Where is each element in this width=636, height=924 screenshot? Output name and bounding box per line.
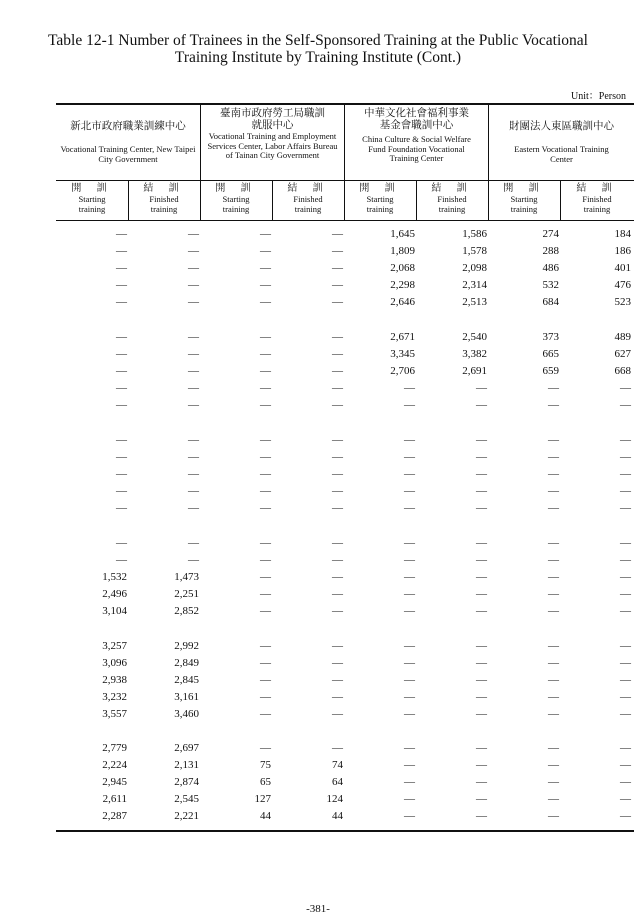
table-cell: 532 (542, 279, 559, 291)
table-cell: 2,874 (174, 776, 199, 788)
table-cell: — (188, 468, 199, 480)
table-cell: — (548, 657, 559, 669)
table-cell: — (260, 691, 271, 703)
table-cell: — (332, 399, 343, 411)
table-cell: 3,232 (102, 691, 127, 703)
table-cell: — (548, 468, 559, 480)
table-cell: — (116, 262, 127, 274)
table-cell: — (188, 262, 199, 274)
table-cell: — (332, 382, 343, 394)
table-cell: 476 (614, 279, 631, 291)
table-cell: — (188, 537, 199, 549)
table-cell: — (548, 793, 559, 805)
table-cell: — (476, 640, 487, 652)
table-cell: — (548, 640, 559, 652)
table-cell: 2,646 (390, 296, 415, 308)
subheader-finished (272, 183, 344, 219)
sub-zh: 開 訓 (71, 183, 113, 194)
table-cell: — (476, 810, 487, 822)
sub-zh: 開 訓 (503, 183, 545, 194)
table-cell: — (476, 691, 487, 703)
table-cell: 373 (542, 331, 559, 343)
sub-en: Starting training (222, 194, 250, 214)
table-cell: — (404, 605, 415, 617)
table-cell: — (260, 451, 271, 463)
table-cell: 2,131 (174, 759, 199, 771)
table-cell: — (188, 296, 199, 308)
table-cell: — (476, 537, 487, 549)
table-cell: 1,809 (390, 245, 415, 257)
table-cell: — (548, 691, 559, 703)
table-cell: — (260, 468, 271, 480)
table-cell: — (620, 571, 631, 583)
table-cell: — (620, 399, 631, 411)
table-cell: — (260, 708, 271, 720)
table-cell: — (476, 759, 487, 771)
subheader-starting (344, 183, 416, 219)
table-cell: 3,257 (102, 640, 127, 652)
table-cell: — (620, 759, 631, 771)
group-zh: 臺南市政府勞工局職訓就服中心 (220, 107, 325, 131)
table-cell: 2,251 (174, 588, 199, 600)
table-cell: — (332, 296, 343, 308)
table-cell: 186 (614, 245, 631, 257)
table-cell: 1,578 (462, 245, 487, 257)
title-line-2: Training Institute by Training Institute (Cont.) (174, 49, 462, 66)
table-cell: — (404, 640, 415, 652)
table-cell: 1,645 (390, 228, 415, 240)
table-cell: — (548, 776, 559, 788)
table-cell: — (188, 365, 199, 377)
table-cell: — (620, 674, 631, 686)
table-cell: — (332, 691, 343, 703)
table-cell: — (332, 468, 343, 480)
table-cell: 668 (614, 365, 631, 377)
table-cell: — (548, 571, 559, 583)
table-cell: — (332, 262, 343, 274)
table-cell: — (332, 451, 343, 463)
table-cell: 659 (542, 365, 559, 377)
group-zh: 新北市政府職業訓練中心 (70, 120, 186, 132)
table-cell: 2,992 (174, 640, 199, 652)
sub-en: Finished training (437, 194, 467, 214)
table-cell: — (620, 485, 631, 497)
sub-en: Starting training (366, 194, 394, 214)
unit-label: Unit：Person (571, 91, 626, 102)
table-cell: — (620, 468, 631, 480)
top-rule (56, 103, 634, 105)
table-cell: — (260, 502, 271, 514)
title-line-1: Table 12-1 Number of Trainees in the Self-Sponsored Training at the Public Vocational (48, 32, 588, 49)
table-cell: — (476, 485, 487, 497)
table-cell: — (548, 605, 559, 617)
table-cell: 184 (614, 228, 631, 240)
sub-zh: 結 訓 (143, 183, 185, 194)
table-cell: — (116, 468, 127, 480)
table-cell: — (548, 537, 559, 549)
table-cell: — (404, 485, 415, 497)
table-cell: — (620, 605, 631, 617)
table-cell: 2,224 (102, 759, 127, 771)
table-cell: — (620, 451, 631, 463)
table-cell: 3,161 (174, 691, 199, 703)
subheader-starting (200, 183, 272, 219)
table-cell: — (620, 776, 631, 788)
table-cell: 2,671 (390, 331, 415, 343)
table-cell: — (548, 742, 559, 754)
table-cell: — (116, 365, 127, 377)
table-cell: — (332, 365, 343, 377)
table-cell: 44 (332, 810, 343, 822)
table-cell: 3,557 (102, 708, 127, 720)
table-cell: — (548, 588, 559, 600)
group-en: Vocational Training and Employment Services Center, Labor Affairs Bureau of Tainan City Government (207, 131, 338, 160)
table-cell: — (188, 279, 199, 291)
header-divider (56, 180, 634, 181)
table-cell: — (260, 571, 271, 583)
table-cell: — (188, 434, 199, 446)
table-cell: 2,545 (174, 793, 199, 805)
table-cell: — (476, 434, 487, 446)
table-cell: — (548, 554, 559, 566)
sub-zh: 結 訓 (431, 183, 473, 194)
table-cell: 523 (614, 296, 631, 308)
table-cell: 627 (614, 348, 631, 360)
table-cell: 2,540 (462, 331, 487, 343)
table-cell: 2,849 (174, 657, 199, 669)
sub-en: Finished training (582, 194, 612, 214)
table-cell: 124 (326, 793, 343, 805)
table-cell: 2,496 (102, 588, 127, 600)
table-cell: — (332, 708, 343, 720)
group-zh: 中華文化社會福利事業基金會職訓中心 (364, 107, 469, 131)
table-cell: — (332, 485, 343, 497)
table-cell: — (260, 742, 271, 754)
table-cell: — (116, 399, 127, 411)
table-cell: 2,691 (462, 365, 487, 377)
table-cell: 2,845 (174, 674, 199, 686)
table-cell: 127 (254, 793, 271, 805)
table-cell: — (188, 485, 199, 497)
table-cell: — (476, 502, 487, 514)
table-cell: 1,473 (174, 571, 199, 583)
table-cell: — (332, 245, 343, 257)
table-cell: — (260, 296, 271, 308)
table-cell: 3,382 (462, 348, 487, 360)
table-cell: — (260, 674, 271, 686)
group-zh: 財團法人東區職訓中心 (509, 120, 614, 132)
table-cell: — (548, 810, 559, 822)
table-cell: — (188, 451, 199, 463)
table-cell: — (404, 674, 415, 686)
table-cell: — (476, 657, 487, 669)
table-cell: — (620, 588, 631, 600)
table-cell: — (188, 502, 199, 514)
table-cell: — (548, 434, 559, 446)
table-cell: — (116, 537, 127, 549)
table-cell: — (332, 605, 343, 617)
table-cell: 64 (332, 776, 343, 788)
table-cell: — (260, 485, 271, 497)
table-cell: — (260, 245, 271, 257)
table-cell: — (260, 228, 271, 240)
table-cell: — (476, 776, 487, 788)
table-cell: — (548, 759, 559, 771)
table-cell: — (476, 382, 487, 394)
table-cell: 2,852 (174, 605, 199, 617)
table-cell: — (548, 674, 559, 686)
table-cell: — (404, 571, 415, 583)
table-cell: 2,513 (462, 296, 487, 308)
table-cell: 2,779 (102, 742, 127, 754)
table-cell: — (188, 554, 199, 566)
table-cell: — (548, 485, 559, 497)
table-cell: — (260, 657, 271, 669)
table-cell: — (332, 434, 343, 446)
table-cell: — (404, 810, 415, 822)
subheader-finished (128, 183, 200, 219)
table-cell: — (476, 571, 487, 583)
subheader-divider (56, 220, 634, 221)
table-cell: — (332, 502, 343, 514)
table-cell: — (332, 640, 343, 652)
table-cell: — (332, 331, 343, 343)
table-cell: — (404, 742, 415, 754)
table-cell: — (404, 708, 415, 720)
table-cell: 489 (614, 331, 631, 343)
table-cell: — (116, 502, 127, 514)
sub-en: Finished training (293, 194, 323, 214)
table-cell: — (548, 451, 559, 463)
table-cell: 3,096 (102, 657, 127, 669)
table-cell: 74 (332, 759, 343, 771)
table-cell: — (188, 382, 199, 394)
table-cell: 486 (542, 262, 559, 274)
group-header-eastern (489, 106, 634, 180)
sub-en: Starting training (78, 194, 106, 214)
subheader-finished (416, 183, 488, 219)
table-cell: — (620, 708, 631, 720)
table-cell: — (260, 399, 271, 411)
table-cell: 2,706 (390, 365, 415, 377)
table-cell: — (620, 657, 631, 669)
subheader-starting (56, 183, 128, 219)
table-cell: — (116, 331, 127, 343)
table-cell: — (404, 382, 415, 394)
table-cell: — (620, 434, 631, 446)
table-cell: 1,586 (462, 228, 487, 240)
table-cell: 2,697 (174, 742, 199, 754)
table-cell: — (548, 382, 559, 394)
table-cell: — (260, 348, 271, 360)
table-cell: — (332, 742, 343, 754)
table-cell: — (620, 382, 631, 394)
table-cell: — (620, 793, 631, 805)
table-cell: 2,611 (102, 793, 127, 805)
table-cell: — (116, 296, 127, 308)
table-title (0, 32, 636, 66)
table-cell: — (188, 399, 199, 411)
sub-en: Finished training (149, 194, 179, 214)
page-number: -381- (306, 903, 330, 915)
table-cell: — (476, 605, 487, 617)
table-cell: — (404, 793, 415, 805)
table-cell: — (404, 434, 415, 446)
table-cell: — (620, 537, 631, 549)
table-cell: — (476, 468, 487, 480)
table-cell: 288 (542, 245, 559, 257)
table-cell: — (332, 571, 343, 583)
table-cell: — (260, 537, 271, 549)
table-cell: — (548, 708, 559, 720)
table-cell: — (116, 451, 127, 463)
table-cell: 65 (260, 776, 271, 788)
table-cell: 2,221 (174, 810, 199, 822)
table-cell: 75 (260, 759, 271, 771)
table-cell: — (332, 674, 343, 686)
table-cell: — (332, 554, 343, 566)
table-cell: — (476, 399, 487, 411)
sub-zh: 開 訓 (215, 183, 257, 194)
group-header-tainan (201, 106, 344, 180)
table-cell: 3,345 (390, 348, 415, 360)
table-cell: — (332, 279, 343, 291)
table-cell: — (620, 502, 631, 514)
table-cell: — (260, 331, 271, 343)
table-cell: 3,104 (102, 605, 127, 617)
table-cell: — (476, 708, 487, 720)
table-cell: — (404, 657, 415, 669)
table-cell: — (260, 279, 271, 291)
table-cell: — (116, 279, 127, 291)
table-cell: — (116, 228, 127, 240)
table-cell: — (116, 434, 127, 446)
table-cell: — (260, 434, 271, 446)
table-cell: — (332, 348, 343, 360)
table-cell: — (260, 262, 271, 274)
subheader-starting (488, 183, 560, 219)
table-cell: — (260, 588, 271, 600)
table-cell: — (404, 537, 415, 549)
table-cell: — (188, 348, 199, 360)
table-cell: — (404, 588, 415, 600)
group-en: Vocational Training Center, New Taipei City Government (60, 144, 196, 164)
table-cell: — (620, 810, 631, 822)
table-cell: — (332, 588, 343, 600)
table-cell: — (476, 793, 487, 805)
table-cell: — (404, 502, 415, 514)
sub-zh: 開 訓 (359, 183, 401, 194)
table-cell: — (404, 776, 415, 788)
table-cell: — (404, 759, 415, 771)
table-cell: — (260, 640, 271, 652)
table-cell: — (116, 554, 127, 566)
table-cell: — (404, 691, 415, 703)
table-cell: 274 (542, 228, 559, 240)
table-cell: — (548, 399, 559, 411)
table-cell: — (332, 537, 343, 549)
table-cell: — (260, 382, 271, 394)
table-cell: 1,532 (102, 571, 127, 583)
table-cell: 3,460 (174, 708, 199, 720)
table-cell: 2,098 (462, 262, 487, 274)
table-cell: — (404, 554, 415, 566)
table-cell: — (260, 365, 271, 377)
table-cell: — (476, 742, 487, 754)
group-en: China Culture & Social Welfare Fund Foundation Vocational Training Center (362, 134, 471, 163)
table-cell: — (476, 674, 487, 686)
table-cell: — (404, 399, 415, 411)
table-cell: — (260, 605, 271, 617)
table-cell: 401 (614, 262, 631, 274)
subheader-finished (560, 183, 634, 219)
table-cell: 665 (542, 348, 559, 360)
table-cell: 2,945 (102, 776, 127, 788)
table-cell: 2,287 (102, 810, 127, 822)
table-cell: 44 (260, 810, 271, 822)
table-cell: — (476, 554, 487, 566)
table-cell: 2,068 (390, 262, 415, 274)
group-header-china-culture (345, 106, 488, 180)
group-header-new-taipei (56, 106, 200, 180)
table-cell: — (116, 485, 127, 497)
table-cell: 2,298 (390, 279, 415, 291)
table-cell: — (620, 640, 631, 652)
table-cell: — (548, 502, 559, 514)
table-cell: — (476, 451, 487, 463)
table-cell: — (620, 554, 631, 566)
table-cell: 684 (542, 296, 559, 308)
table-cell: — (332, 657, 343, 669)
table-cell: — (332, 228, 343, 240)
bottom-rule (56, 830, 634, 832)
table-cell: — (188, 245, 199, 257)
table-cell: — (404, 468, 415, 480)
table-cell: — (260, 554, 271, 566)
table-cell: 2,314 (462, 279, 487, 291)
table-cell: — (116, 348, 127, 360)
group-en: Eastern Vocational Training Center (514, 144, 609, 164)
table-cell: — (188, 228, 199, 240)
sub-zh: 結 訓 (287, 183, 329, 194)
table-cell: — (116, 245, 127, 257)
table-cell: — (620, 691, 631, 703)
table-cell: — (188, 331, 199, 343)
table-cell: — (404, 451, 415, 463)
table-cell: — (116, 382, 127, 394)
sub-en: Starting training (510, 194, 538, 214)
table-cell: — (620, 742, 631, 754)
sub-zh: 結 訓 (576, 183, 618, 194)
table-cell: 2,938 (102, 674, 127, 686)
table-cell: — (476, 588, 487, 600)
